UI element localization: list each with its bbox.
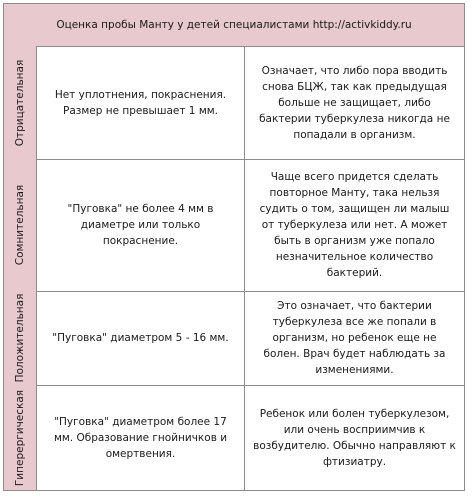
row-label: Положительная xyxy=(14,293,26,383)
meaning-cell: Это означает, что бактерии туберкулеза все же попали в организм, но ребенок еще не болен. Врач будет наблюдать за изменениями. xyxy=(263,300,446,376)
table-row-positive xyxy=(4,291,464,386)
meaning-cell: Чаще всего придется сделать повторное Манту, така нельзя судить о том, защищен ли малыш от туберкулеза или нет. А может быть в организм уже попало незначительное количество бактерий. xyxy=(259,171,450,279)
result-cell: "Пуговка" диаметром более 17 мм. Образование гнойничков и омертвения. xyxy=(37,385,245,490)
row-label-cell xyxy=(4,291,37,385)
row-label-cell xyxy=(4,159,37,291)
result-cell: "Пуговка" не более 4 мм в диаметре или только покраснение. xyxy=(37,159,245,291)
table-row-doubtful xyxy=(4,159,464,292)
meaning-cell: Означает, что либо пора вводить снова БЦЖ, так как предыдущая больше не защищает, либо бактерии туберкулеза никогда не попадали в организм. xyxy=(259,64,450,141)
meaning-cell: Ребенок или болен туберкулезом, или очень восприимчив к возбудителю. Обычно направляют к фтизиатру. xyxy=(253,407,456,468)
row-label-cell xyxy=(4,385,37,490)
row-label: Отрицательная xyxy=(14,59,26,146)
result-cell: "Пуговка" диаметром 5 - 16 мм. xyxy=(37,291,245,385)
row-label-cell xyxy=(4,46,37,159)
table-title: Оценка пробы Манту у детей специалистами http://activkiddy.ru xyxy=(4,4,464,47)
result-cell: Нет уплотнения, покраснения. Размер не превышает 1 мм. xyxy=(37,46,245,159)
table-row-hyperergic xyxy=(4,385,464,490)
mantoux-table xyxy=(3,3,465,491)
row-label: Сомнительная xyxy=(14,184,26,266)
row-label: Гиперергическая xyxy=(14,389,26,486)
table-row-negative xyxy=(4,46,464,160)
